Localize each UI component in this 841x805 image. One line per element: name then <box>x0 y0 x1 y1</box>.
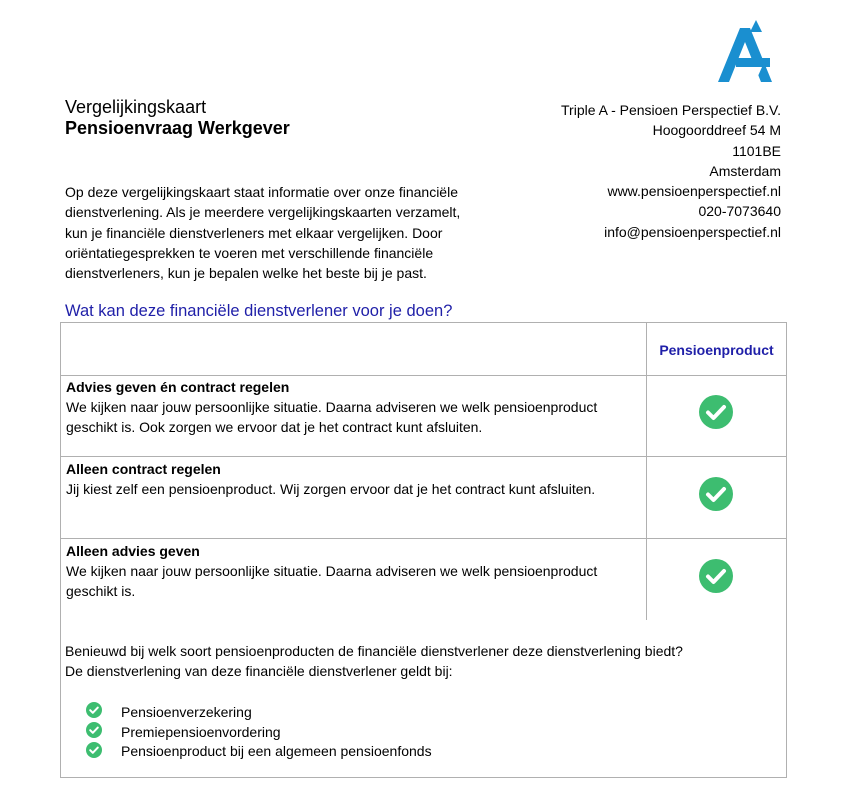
row-description <box>66 561 636 601</box>
table-divider <box>60 375 787 376</box>
question-line: De dienstverlening van deze financiële dienstverlener geldt bij: <box>65 663 453 679</box>
company-address <box>561 100 781 242</box>
check-circle-icon <box>699 395 733 429</box>
check-circle-icon <box>86 702 102 718</box>
row-title-advies-en-contract: Advies geven én contract regelen <box>66 379 290 395</box>
row-description-line: We kijken naar jouw persoonlijke situatie. Daarna adviseren we welk pensioenproduct <box>66 399 598 415</box>
intro-line: Op deze vergelijkingskaart staat informatie over onze financiële <box>65 184 458 200</box>
company-city: Amsterdam <box>709 162 781 179</box>
product-item: Pensioenverzekering <box>121 704 252 720</box>
intro-line: oriëntatiegesprekken te voeren met verschillende financiële <box>65 244 434 261</box>
row-description <box>66 397 636 437</box>
company-name: Triple A - Pensioen Perspectief B.V. <box>561 102 781 118</box>
document-title: Pensioenvraag Werkgever <box>65 118 290 138</box>
check-circle-icon <box>86 742 102 758</box>
row-description <box>66 479 636 499</box>
question-line: Benieuwd bij welk soort pensioenproducten de financiële dienstverlener deze dienstverlening biedt? <box>65 643 683 659</box>
row-description-line: We kijken naar jouw persoonlijke situatie. Daarna adviseren we welk pensioenproduct <box>66 563 598 579</box>
company-email-link[interactable]: info@pensioenperspectief.nl <box>604 223 781 240</box>
intro-line: dienstverlening. Als je meerdere vergelijkingskaarten verzamelt, <box>65 204 461 221</box>
row-description-line: geschikt is. Ook zorgen we ervoor dat je het contract kunt afsluiten. <box>66 419 483 435</box>
row-title-alleen-contract: Alleen contract regelen <box>66 461 221 477</box>
intro-paragraph <box>65 182 485 283</box>
column-header-pensioenproduct: Pensioenproduct <box>659 342 774 358</box>
product-item: Pensioenproduct bij een algemeen pensioenfonds <box>121 743 432 759</box>
company-phone[interactable]: 020-7073640 <box>698 203 781 220</box>
intro-line: kun je financiële dienstverleners met elkaar vergelijken. Door <box>65 224 443 241</box>
table-divider <box>60 456 787 457</box>
row-description-line: Jij kiest zelf een pensioenproduct. Wij zorgen ervoor dat je het contract kunt afsluiten. <box>66 481 596 497</box>
triple-a-logo-icon <box>716 20 774 84</box>
check-circle-icon <box>699 477 733 511</box>
products-question <box>65 641 683 681</box>
company-street: Hoogoorddreef 54 M <box>652 122 781 139</box>
section-heading: Wat kan deze financiële dienstverlener voor je doen? <box>65 302 453 320</box>
product-item: Premiepensioenvordering <box>121 724 281 740</box>
intro-line: dienstverleners, kun je bepalen welke het beste bij je past. <box>65 265 427 282</box>
table-divider <box>60 538 787 539</box>
row-description-line: geschikt is. <box>66 583 136 599</box>
row-title-alleen-advies: Alleen advies geven <box>66 543 200 559</box>
document-subtitle: Vergelijkingskaart <box>65 97 207 117</box>
check-circle-icon <box>86 722 102 738</box>
company-postcode: 1101BE <box>732 142 781 159</box>
company-website-link[interactable]: www.pensioenperspectief.nl <box>607 183 781 200</box>
table-column-divider <box>646 323 647 620</box>
check-circle-icon <box>699 559 733 593</box>
